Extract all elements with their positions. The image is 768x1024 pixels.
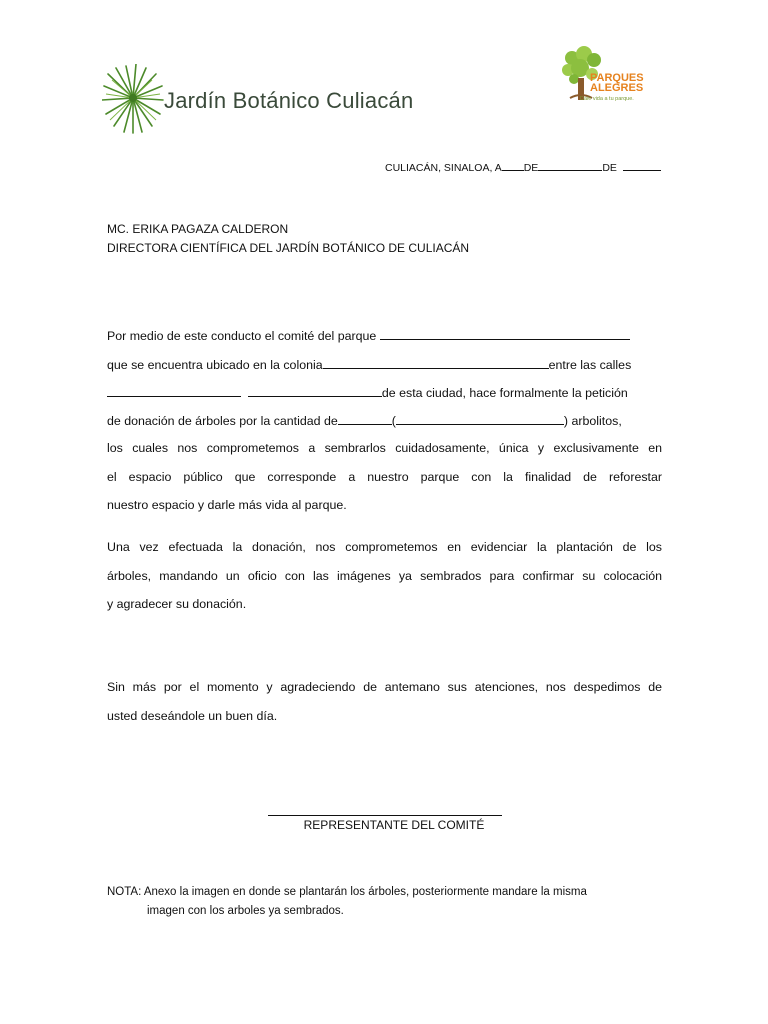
date-line [385, 160, 661, 174]
date-prefix: CULIACÁN, SINALOA, A [385, 162, 502, 174]
body-line-2 [107, 357, 662, 372]
parques-alegres-title: PARQUES ALEGRES [590, 72, 644, 94]
street-2-blank [248, 385, 382, 397]
body-line-2a-text: que se encuentra ubicado en la colonia [107, 358, 323, 372]
body-line-4a-text: de donación de árboles por la cantidad de [107, 414, 338, 428]
nota-line-2: imagen con los arboles ya sembrados. [147, 905, 344, 917]
date-de-2: DE [602, 162, 617, 174]
body-line-2b-text: entre las calles [548, 358, 632, 372]
signature-line [268, 815, 502, 816]
year-blank [623, 160, 661, 171]
p2-line-2: árboles, mandando un oficio con las imágenes ya sembrados para confirmar su colocación [107, 569, 662, 583]
body-line-7: nuestro espacio y darle más vida al parque. [107, 498, 347, 512]
palm-icon [102, 64, 164, 134]
body-line-4b-text: ( [391, 414, 396, 428]
body-line-5: los cuales nos comprometemos a sembrarlos cuidadosamente, única y exclusivamente en [107, 441, 662, 455]
colonia-blank [323, 357, 549, 369]
body-line-4 [107, 413, 662, 428]
body-line-4c-text: ) arbolitos, [563, 414, 622, 428]
jardin-botanico-logo-text: Jardín Botánico Culiacán [164, 88, 414, 113]
p2-line-1: Una vez efectuada la donación, nos comprometemos en evidenciar la plantación de los [107, 540, 662, 554]
day-blank [502, 160, 524, 171]
nota-line-1: NOTA: Anexo la imagen en donde se plantarán los árboles, posteriormente mandare la misma [107, 886, 587, 898]
quantity-number-blank [338, 413, 392, 425]
p2-line-3: y agradecer su donación. [107, 597, 247, 611]
p3-line-2: usted deseándole un buen día. [107, 709, 278, 723]
date-de-1: DE [523, 162, 539, 174]
body-line-1-text: Por medio de este conducto el comité del parque [107, 329, 377, 343]
parques-alegres-tagline: Dale vida a tu parque. [580, 96, 634, 102]
body-line-6: el espacio público que corresponde a nuestro parque con la finalidad de reforestar [107, 470, 662, 484]
p3-line-1: Sin más por el momento y agradeciendo de antemano sus atenciones, nos despedimos de [107, 680, 662, 694]
quantity-words-blank [396, 413, 564, 425]
street-1-blank [107, 385, 241, 397]
month-blank [538, 160, 602, 171]
body-line-3 [107, 385, 662, 400]
body-line-1 [107, 328, 662, 343]
addressee-name: MC. ERIKA PAGAZA CALDERON [107, 222, 289, 236]
addressee-title: DIRECTORA CIENTÍFICA DEL JARDÍN BOTÁNICO DE CULIACÁN [107, 241, 470, 255]
park-name-blank [380, 328, 630, 340]
body-line-3-text: de esta ciudad, hace formalmente la petición [381, 386, 628, 400]
signature-label: REPRESENTANTE DEL COMITÉ [303, 818, 485, 832]
